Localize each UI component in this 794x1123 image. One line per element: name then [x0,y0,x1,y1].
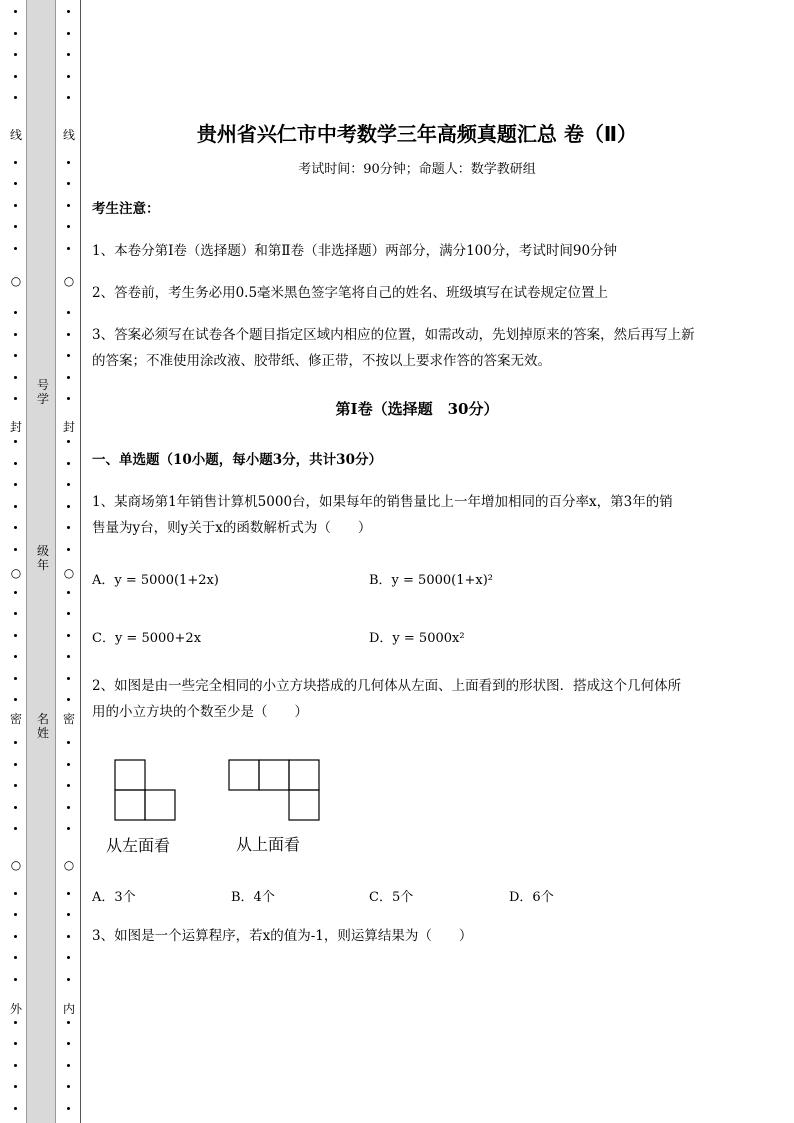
binding-dot [67,741,70,744]
binding-dot [14,1021,17,1024]
grade-label: 级 年 [36,544,49,572]
binding-dot [14,1107,17,1110]
q1-option-d: D．y = 5000x² [369,631,465,646]
student-number-label: 号 学 [36,378,49,406]
binding-dot [67,935,70,938]
binding-mark: ○ [63,566,75,580]
binding-dot [67,892,70,895]
binding-dot [14,978,17,981]
binding-dot [14,655,17,658]
binding-dot [14,483,17,486]
binding-dot [67,161,70,164]
binding-dot [14,1064,17,1067]
binding-dot [14,806,17,809]
binding-dot [67,182,70,185]
q2-option-c: C．5个 [369,890,414,905]
binding-dot [14,397,17,400]
binding-dot [67,397,70,400]
binding-dot [14,827,17,830]
q1-line1: 1、某商场第1年销售计算机5000台，如果每年的销售量比上一年增加相同的百分率x，第3年的销 [92,494,673,510]
notice-item-3: 3、答案必须写在试卷各个题目指定区域内相应的位置，如需改动，先划掉原来的答案，然后再写上新 [92,327,695,343]
binding-dot [14,311,17,314]
q1-line2: 售量为y台，则y关于x的函数解析式为（ ） [92,520,372,536]
top-view-caption: 从上面看 [236,835,301,854]
binding-dot [14,440,17,443]
binding-dot [14,1042,17,1045]
binding-dot [67,75,70,78]
binding-dot [14,505,17,508]
binding-mark: 外 [9,1002,22,1016]
binding-dot [14,784,17,787]
exam-title: 贵州省兴仁市中考数学三年高频真题汇总 卷（Ⅱ） [196,122,638,146]
binding-dot [14,53,17,56]
binding-dot [14,204,17,207]
binding-dot [67,462,70,465]
binding-mark: 密 [9,712,22,726]
binding-dot [67,1042,70,1045]
q2-option-b: B．4个 [231,890,275,905]
binding-dot [67,32,70,35]
binding-dot [67,354,70,357]
binding-mark: 封 [62,420,75,434]
binding-rule [80,0,81,1123]
binding-dot [67,634,70,637]
binding-mark: ○ [10,274,22,288]
binding-dot [14,913,17,916]
binding-mark: 内 [62,1002,75,1016]
binding-dot [67,526,70,529]
binding-dot [67,548,70,551]
binding-dot [14,634,17,637]
binding-dot [14,32,17,35]
binding-dot [67,440,70,443]
binding-dot [14,526,17,529]
binding-mark: ○ [63,274,75,288]
binding-dot [14,763,17,766]
q2-option-a: A．3个 [92,890,136,905]
binding-dot [67,698,70,701]
binding-dot [67,311,70,314]
binding-dot [67,677,70,680]
binding-dot [14,677,17,680]
binding-dot [14,354,17,357]
q1-option-a: A．y = 5000(1+2x) [92,573,219,588]
binding-dot [67,956,70,959]
binding-dot [67,784,70,787]
notice-heading: 考生注意： [92,201,160,217]
binding-dot [67,1107,70,1110]
q2-line1: 2、如图是由一些完全相同的小立方块搭成的几何体从左面、上面看到的形状图．搭成这个几何体所 [92,678,682,694]
q1-option-b: B．y = 5000(1+x)² [369,573,493,588]
part1-heading: 第Ⅰ卷（选择题 30分） [335,400,499,418]
top-view-figure [229,760,319,820]
view-figures [112,758,327,822]
left-view-figure [115,760,175,820]
binding-dot [67,591,70,594]
binding-dot [67,53,70,56]
q3-line1: 3、如图是一个运算程序，若x的值为-1，则运算结果为（ ） [92,928,473,944]
binding-dot [14,75,17,78]
binding-dot [67,763,70,766]
binding-dot [14,376,17,379]
q2-option-d: D．6个 [509,890,554,905]
q2-line2: 用的小立方块的个数至少是（ ） [92,704,308,720]
binding-dot [14,956,17,959]
binding-dot [67,333,70,336]
binding-mark: ○ [10,858,22,872]
name-label: 名 姓 [36,712,49,740]
binding-dot [67,1064,70,1067]
binding-dot [67,655,70,658]
binding-dot [14,462,17,465]
binding-dot [67,806,70,809]
binding-dot [67,96,70,99]
binding-dot [14,935,17,938]
binding-dot [14,548,17,551]
binding-dot [14,1085,17,1088]
binding-mark: 密 [62,712,75,726]
binding-dot [67,376,70,379]
binding-dot [67,827,70,830]
binding-dot [14,591,17,594]
q1-option-c: C．y = 5000+2x [92,631,202,646]
binding-dot [67,225,70,228]
notice-item-2: 2、答卷前，考生务必用0.5毫米黑色签字笔将自己的姓名、班级填写在试卷规定位置上 [92,285,609,301]
binding-mark: 线 [62,128,75,142]
binding-mark: ○ [10,566,22,580]
binding-dot [67,10,70,13]
section-heading: 一、单选题（10小题，每小题3分，共计30分） [92,452,382,468]
notice-item-1: 1、本卷分第Ⅰ卷（选择题）和第Ⅱ卷（非选择题）两部分，满分100分，考试时间90分钟 [92,243,618,259]
binding-dot [67,612,70,615]
binding-dot [14,96,17,99]
binding-mark: 线 [9,128,22,142]
binding-dot [14,892,17,895]
binding-dot [67,204,70,207]
binding-mark: ○ [63,858,75,872]
binding-dot [67,1021,70,1024]
binding-dot [67,1085,70,1088]
binding-dot [14,741,17,744]
binding-dot [67,247,70,250]
binding-dot [67,505,70,508]
binding-dot [67,483,70,486]
left-view-caption: 从左面看 [106,836,171,855]
binding-dot [14,698,17,701]
binding-dot [14,182,17,185]
binding-dot [67,913,70,916]
exam-subtitle: 考试时间：90分钟；命题人：数学教研组 [298,162,536,177]
binding-dot [14,225,17,228]
binding-dot [14,161,17,164]
binding-dot [14,10,17,13]
binding-dot [14,612,17,615]
binding-mark: 封 [9,420,22,434]
binding-dot [14,333,17,336]
binding-dot [67,978,70,981]
notice-item-3-cont: 的答案；不准使用涂改液、胶带纸、修正带，不按以上要求作答的答案无效。 [92,353,551,369]
binding-dot [14,247,17,250]
